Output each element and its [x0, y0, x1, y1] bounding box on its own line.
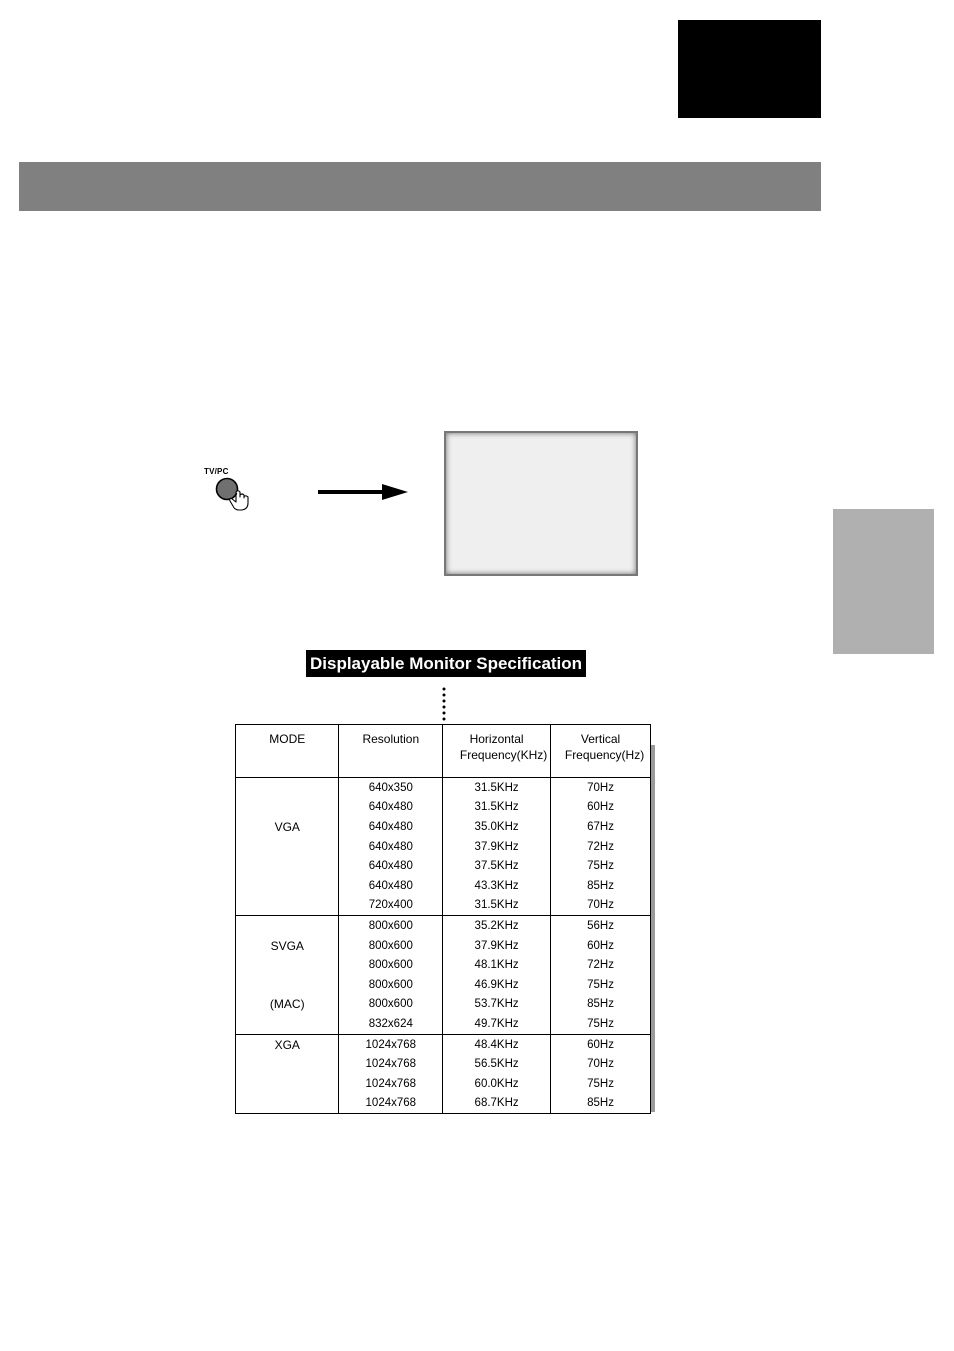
vertical-cell: 60Hz [551, 936, 651, 956]
table-row [236, 837, 651, 857]
vertical-cell: 60Hz [551, 798, 651, 818]
mode-cell: (MAC) [236, 995, 339, 1015]
resolution-cell: 640x480 [339, 798, 443, 818]
mode-cell [236, 955, 339, 975]
vertical-cell: 75Hz [551, 1014, 651, 1034]
resolution-cell: 800x600 [339, 975, 443, 995]
table-row [236, 817, 651, 837]
mode-cell [236, 896, 339, 916]
horizontal-cell: 37.5KHz [443, 856, 551, 876]
horizontal-cell: 48.1KHz [443, 955, 551, 975]
mode-cell [236, 1074, 339, 1094]
right-arrow-icon [316, 482, 410, 502]
horizontal-cell: 43.3KHz [443, 876, 551, 896]
horizontal-cell: 48.4KHz [443, 1034, 551, 1054]
table-header-row [236, 725, 651, 778]
horizontal-cell: 31.5KHz [443, 896, 551, 916]
mode-cell: SVGA [236, 936, 339, 956]
vertical-cell: 75Hz [551, 856, 651, 876]
resolution-cell: 800x600 [339, 936, 443, 956]
mode-cell [236, 1014, 339, 1034]
vertical-cell: 67Hz [551, 817, 651, 837]
table-row [236, 896, 651, 916]
vertical-cell: 70Hz [551, 1054, 651, 1074]
mode-cell [236, 856, 339, 876]
horizontal-cell: 68.7KHz [443, 1094, 551, 1114]
horizontal-cell: 49.7KHz [443, 1014, 551, 1034]
black-page-tab [678, 20, 821, 118]
horizontal-cell: 31.5KHz [443, 798, 551, 818]
resolution-cell: 800x600 [339, 916, 443, 936]
resolution-cell: 832x624 [339, 1014, 443, 1034]
table-row [236, 876, 651, 896]
table-row [236, 1054, 651, 1074]
resolution-cell: 800x600 [339, 955, 443, 975]
dotted-connector [441, 687, 447, 721]
mode-cell [236, 975, 339, 995]
vertical-cell: 85Hz [551, 1094, 651, 1114]
table-row [236, 1034, 651, 1054]
mode-cell [236, 778, 339, 798]
header-vertical: Vertical Frequency(Hz) [551, 725, 651, 778]
side-index-tab [833, 509, 934, 654]
spec-title: Displayable Monitor Specification [306, 650, 586, 677]
resolution-cell: 640x480 [339, 856, 443, 876]
resolution-cell: 720x400 [339, 896, 443, 916]
vertical-cell: 72Hz [551, 955, 651, 975]
horizontal-cell: 46.9KHz [443, 975, 551, 995]
table-row [236, 856, 651, 876]
resolution-cell: 1024x768 [339, 1074, 443, 1094]
header-mode: MODE [236, 725, 339, 778]
vertical-cell: 85Hz [551, 995, 651, 1015]
resolution-cell: 1024x768 [339, 1034, 443, 1054]
horizontal-cell: 31.5KHz [443, 778, 551, 798]
horizontal-cell: 37.9KHz [443, 936, 551, 956]
horizontal-cell: 37.9KHz [443, 837, 551, 857]
horizontal-cell: 60.0KHz [443, 1074, 551, 1094]
mode-cell [236, 916, 339, 936]
header-horizontal: Horizontal Frequency(KHz) [443, 725, 551, 778]
resolution-cell: 640x480 [339, 837, 443, 857]
tv-screen-display [444, 431, 638, 576]
mode-cell [236, 837, 339, 857]
vertical-cell: 70Hz [551, 778, 651, 798]
vertical-cell: 75Hz [551, 975, 651, 995]
vertical-cell: 85Hz [551, 876, 651, 896]
table-row [236, 778, 651, 798]
horizontal-cell: 56.5KHz [443, 1054, 551, 1074]
table-row [236, 798, 651, 818]
resolution-cell: 640x480 [339, 817, 443, 837]
table-row [236, 1074, 651, 1094]
horizontal-cell: 35.2KHz [443, 916, 551, 936]
horizontal-cell: 53.7KHz [443, 995, 551, 1015]
hand-press-button-icon[interactable] [212, 476, 262, 512]
table-row [236, 936, 651, 956]
vertical-cell: 75Hz [551, 1074, 651, 1094]
mode-cell [236, 1094, 339, 1114]
resolution-cell: 1024x768 [339, 1054, 443, 1074]
resolution-cell: 640x480 [339, 876, 443, 896]
table-row [236, 975, 651, 995]
horizontal-cell: 35.0KHz [443, 817, 551, 837]
mode-cell: XGA [236, 1034, 339, 1054]
table-row [236, 995, 651, 1015]
vertical-cell: 60Hz [551, 1034, 651, 1054]
header-resolution: Resolution [339, 725, 443, 778]
table-row [236, 955, 651, 975]
mode-cell [236, 876, 339, 896]
monitor-spec-table [235, 724, 651, 1114]
section-header-bar [19, 162, 821, 211]
vertical-cell: 56Hz [551, 916, 651, 936]
table-row [236, 1014, 651, 1034]
resolution-cell: 640x350 [339, 778, 443, 798]
vertical-cell: 72Hz [551, 837, 651, 857]
vertical-cell: 70Hz [551, 896, 651, 916]
table-row [236, 916, 651, 936]
mode-cell [236, 798, 339, 818]
mode-cell: VGA [236, 817, 339, 837]
tv-pc-button-label: TV/PC [204, 467, 229, 476]
resolution-cell: 1024x768 [339, 1094, 443, 1114]
resolution-cell: 800x600 [339, 995, 443, 1015]
table-row [236, 1094, 651, 1114]
mode-cell [236, 1054, 339, 1074]
